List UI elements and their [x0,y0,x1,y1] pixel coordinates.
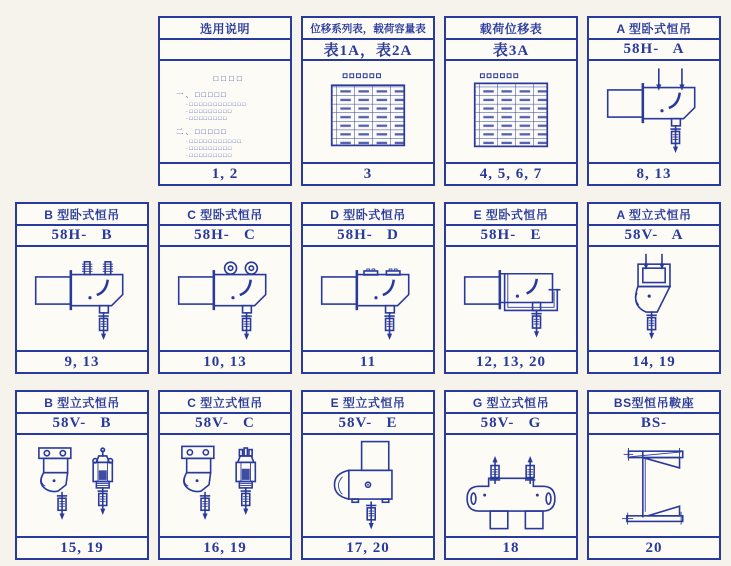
panel-bs-saddle [587,390,721,560]
bs-saddle-icon [590,440,718,531]
panel-page-numbers: 9, 13 [17,350,147,372]
hanger-vertical-b-drawing [17,435,147,536]
panel-title: B 型立式恒吊 [17,392,147,414]
panel-page-numbers: 16, 19 [160,536,290,558]
panel-page-numbers: 1, 2 [160,162,290,184]
hanger-vertical-a-drawing [589,247,719,350]
hanger-horizontal-e-icon [447,253,575,344]
hanger-horizontal-e-drawing [446,247,576,350]
panel-page-numbers: 11 [303,350,433,372]
panel-type-c-horizontal-hanger [158,202,292,374]
panel-title: C 型卧式恒吊 [160,204,290,226]
panel-type-c-vertical-hanger [158,390,292,560]
panel-code: 表3A [446,40,576,61]
panel-title: E 型卧式恒吊 [446,204,576,226]
panel-title: D 型卧式恒吊 [303,204,433,226]
hanger-vertical-b-icon [18,440,146,531]
hanger-horizontal-d-icon [304,253,432,344]
micro-text-lines: □□□□ 一、□□□□□ ·□□□□□□□□□□□□ ·□□□□□□□□□ ·□□□□□□□□ 二、□□□□□ ·□□□□□□□□□□□ ·□□□□□□□□□ ·□□□□□□□□□ [176,73,248,159]
panel-selection-notes [158,16,292,186]
hanger-horizontal-b-drawing [17,247,147,350]
panel-page-numbers: 3 [303,162,433,184]
hanger-vertical-g-icon [447,440,575,531]
hanger-vertical-c-icon [161,440,289,531]
panel-type-a-vertical-hanger [587,202,721,374]
panel-title: C 型立式恒吊 [160,392,290,414]
panel-title: A 型卧式恒吊 [589,18,719,40]
panel-code: 58H- E [446,226,576,247]
panel-title: 选用说明 [160,18,290,40]
panel-title: A 型立式恒吊 [589,204,719,226]
hanger-horizontal-c-drawing [160,247,290,350]
panel-code: 58V- A [589,226,719,247]
table-thumbnail-icon [318,70,418,154]
hanger-vertical-g-drawing [446,435,576,536]
hanger-horizontal-d-drawing [303,247,433,350]
panel-title: 载荷位移表 [446,18,576,40]
panel-page-numbers: 18 [446,536,576,558]
panel-type-a-horizontal-hanger [587,16,721,186]
panel-type-g-vertical-hanger [444,390,578,560]
panel-code: 58V- B [17,414,147,435]
panel-title: 位移系列表，载荷容量表 [303,18,433,40]
panel-code [160,40,290,61]
panel-code: BS- [589,414,719,435]
hanger-vertical-c-drawing [160,435,290,536]
mini-table-drawing [303,61,433,162]
empty-cell [15,16,149,186]
panel-code: 58H- C [160,226,290,247]
panel-page-numbers: 4, 5, 6, 7 [446,162,576,184]
panel-code: 58V- G [446,414,576,435]
panel-code: 58H- B [17,226,147,247]
panel-type-d-horizontal-hanger [301,202,435,374]
panel-type-b-vertical-hanger [15,390,149,560]
panel-load-displacement-table [444,16,578,186]
panel-page-numbers: 14, 19 [589,350,719,372]
panel-page-numbers: 8, 13 [589,162,719,184]
bs-saddle-drawing [589,435,719,536]
panel-code: 表1A，表2A [303,40,433,61]
panel-page-numbers: 17, 20 [303,536,433,558]
panel-title: B 型卧式恒吊 [17,204,147,226]
panel-type-b-horizontal-hanger [15,202,149,374]
hanger-horizontal-c-icon [161,253,289,344]
panel-title: E 型立式恒吊 [303,392,433,414]
panel-page-numbers: 15, 19 [17,536,147,558]
panel-title: BS型恒吊鞍座 [589,392,719,414]
panel-code: 58H- A [589,40,719,61]
panel-page-numbers: 12, 13, 20 [446,350,576,372]
selection-notes-text-block [160,61,290,162]
hanger-horizontal-a-icon [590,66,718,157]
hanger-vertical-e-icon [304,440,432,531]
panel-type-e-vertical-hanger [301,390,435,560]
panel-page-numbers: 10, 13 [160,350,290,372]
panel-code: 58V- E [303,414,433,435]
hanger-horizontal-a-drawing [589,61,719,162]
mini-table-drawing [446,61,576,162]
panel-code: 58V- C [160,414,290,435]
panel-title: G 型立式恒吊 [446,392,576,414]
hanger-vertical-a-icon [590,253,718,344]
panel-type-e-horizontal-hanger [444,202,578,374]
panel-displacement-series-table [301,16,435,186]
panel-code: 58H- D [303,226,433,247]
hanger-horizontal-b-icon [18,253,146,344]
hanger-vertical-e-drawing [303,435,433,536]
table-thumbnail-icon [461,70,561,154]
panel-page-numbers: 20 [589,536,719,558]
